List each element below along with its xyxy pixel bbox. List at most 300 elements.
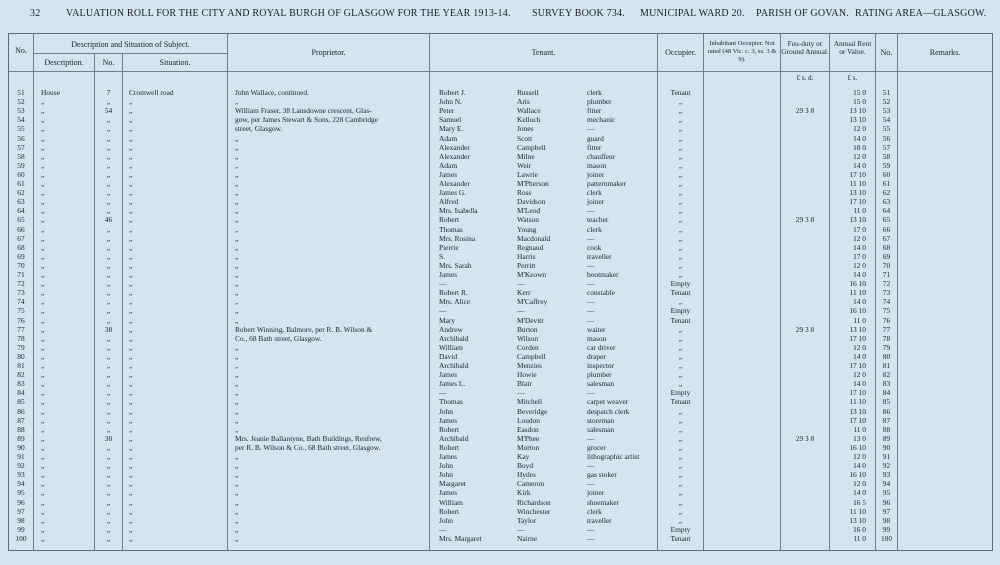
table-row bbox=[9, 516, 992, 525]
cell-num: „ bbox=[106, 479, 111, 489]
table-row bbox=[9, 179, 992, 188]
cell-occ: — bbox=[587, 524, 595, 534]
cell-no: 100 bbox=[15, 533, 27, 543]
cell-status: „ bbox=[678, 179, 683, 188]
cell-sit: „ bbox=[129, 151, 133, 161]
cell-first: Thomas bbox=[439, 224, 463, 234]
cell-num: „ bbox=[106, 461, 111, 471]
cell-no-right: 85 bbox=[882, 397, 891, 407]
cell-num: „ bbox=[106, 524, 111, 534]
cell-prop: „ bbox=[235, 388, 239, 398]
cell-last: Wallace bbox=[517, 106, 541, 116]
parish: PARISH OF GOVAN. bbox=[756, 8, 849, 19]
cell-occ: — bbox=[587, 533, 595, 543]
table-row bbox=[9, 288, 992, 297]
cell-rent: 11 10 bbox=[849, 397, 866, 407]
cell-status: „ bbox=[678, 297, 683, 307]
cell-no-right: 60 bbox=[882, 169, 891, 179]
cell-no: 55 bbox=[17, 124, 25, 134]
cell-status: „ bbox=[678, 324, 683, 334]
cell-prop: „ bbox=[235, 370, 239, 380]
col-tenant: Tenant. bbox=[531, 48, 556, 57]
cell-desc: „ bbox=[41, 361, 45, 370]
cell-no: 86 bbox=[17, 406, 25, 416]
cell-prop: „ bbox=[235, 515, 239, 525]
cell-no: 74 bbox=[17, 297, 25, 307]
cell-first: Robert R. bbox=[439, 288, 468, 298]
cell-no-right: 61 bbox=[882, 179, 891, 188]
cell-occ: traveller bbox=[587, 515, 612, 525]
cell-no: 61 bbox=[17, 179, 25, 188]
cell-desc: „ bbox=[41, 242, 45, 252]
cell-prop: „ bbox=[235, 379, 239, 389]
cell-status: „ bbox=[678, 488, 683, 498]
cell-rent: 13 10 bbox=[849, 188, 866, 198]
col-situation: Situation. bbox=[159, 58, 191, 67]
cell-prop: „ bbox=[235, 479, 239, 489]
cell-no: 76 bbox=[17, 315, 25, 325]
cell-last: Regnaud bbox=[517, 242, 544, 252]
cell-sit: „ bbox=[129, 415, 133, 425]
cell-first: William bbox=[439, 342, 463, 352]
cell-no: 72 bbox=[17, 279, 25, 289]
cell-rent: 12 0 bbox=[853, 260, 866, 270]
cell-no: 83 bbox=[17, 379, 25, 389]
cell-status: „ bbox=[678, 470, 683, 480]
cell-occ: constable bbox=[587, 288, 615, 298]
cell-last: Kirk bbox=[517, 488, 531, 498]
cell-no: 77 bbox=[17, 324, 25, 334]
cell-no-right: 59 bbox=[882, 160, 891, 170]
table-row bbox=[9, 416, 992, 425]
cell-desc: „ bbox=[41, 406, 45, 416]
cell-occ: — bbox=[587, 279, 595, 289]
cell-sit: „ bbox=[129, 452, 133, 461]
cell-status: „ bbox=[678, 515, 683, 525]
cell-no: 63 bbox=[17, 197, 25, 207]
cell-occ: traveller bbox=[587, 251, 612, 261]
cell-occ: draper bbox=[587, 351, 606, 361]
cell-desc: „ bbox=[41, 370, 45, 380]
cell-prop: John Wallace, continued. bbox=[235, 88, 309, 97]
cell-prop: „ bbox=[235, 142, 239, 152]
cell-sit: „ bbox=[129, 97, 133, 107]
table-row bbox=[9, 443, 992, 452]
valuation-table bbox=[8, 33, 993, 551]
table-row bbox=[9, 306, 992, 315]
cell-no-right: 68 bbox=[882, 242, 891, 252]
cell-first: Thomas bbox=[439, 397, 463, 407]
cell-num: „ bbox=[106, 197, 111, 207]
cell-rent: 18 0 bbox=[853, 142, 866, 152]
cell-first: Archibald bbox=[439, 361, 469, 370]
cell-no: 78 bbox=[17, 333, 25, 343]
cell-prop: „ bbox=[235, 206, 239, 216]
cell-last: Kelloch bbox=[517, 115, 541, 125]
table-row bbox=[9, 124, 992, 133]
cell-first: Robert bbox=[439, 215, 460, 225]
cell-no-right: 79 bbox=[882, 342, 891, 352]
cell-no-right: 77 bbox=[882, 324, 891, 334]
cell-sit: „ bbox=[129, 497, 133, 507]
cell-desc: „ bbox=[41, 488, 45, 498]
cell-prop: „ bbox=[235, 179, 239, 188]
cell-no: 58 bbox=[17, 151, 25, 161]
cell-rent: 17 10 bbox=[849, 169, 866, 179]
cell-first: Archibald bbox=[439, 333, 469, 343]
cell-desc: „ bbox=[41, 224, 45, 234]
cell-no: 66 bbox=[17, 224, 25, 234]
cell-rent: 16 0 bbox=[853, 524, 866, 534]
table-row bbox=[9, 134, 992, 143]
table-row bbox=[9, 106, 992, 115]
cell-first: — bbox=[439, 279, 447, 289]
table-row bbox=[9, 388, 992, 397]
cell-prop: „ bbox=[235, 270, 239, 279]
cell-prop: „ bbox=[235, 506, 239, 516]
table-row bbox=[9, 425, 992, 434]
cell-rent: 16 10 bbox=[849, 279, 866, 289]
cell-no-right: 76 bbox=[882, 315, 891, 325]
cell-rent: 11 0 bbox=[853, 424, 866, 434]
table-row bbox=[9, 115, 992, 124]
cell-desc: „ bbox=[41, 233, 45, 243]
cell-rent: 14 0 bbox=[853, 297, 866, 307]
cell-sit: „ bbox=[129, 115, 133, 125]
cell-no: 79 bbox=[17, 342, 25, 352]
cell-no-right: 84 bbox=[882, 388, 891, 398]
cell-last: Perritt bbox=[517, 260, 536, 270]
cell-no: 56 bbox=[17, 133, 25, 143]
cell-status: „ bbox=[678, 479, 683, 489]
cell-sit: „ bbox=[129, 470, 133, 480]
cell-no-right: 83 bbox=[882, 379, 891, 389]
cell-num: „ bbox=[106, 124, 111, 134]
cell-rent: 17 10 bbox=[849, 197, 866, 207]
table-row bbox=[9, 243, 992, 252]
cell-feu: 29 3 8 bbox=[795, 215, 815, 225]
cell-num: 7 bbox=[106, 88, 111, 97]
cell-prop: street, Glasgow. bbox=[235, 124, 283, 134]
cell-desc: „ bbox=[41, 479, 45, 489]
cell-status: „ bbox=[678, 260, 683, 270]
cell-sit: „ bbox=[129, 351, 133, 361]
cell-no-right: 95 bbox=[882, 488, 891, 498]
cell-no-right: 97 bbox=[882, 506, 891, 516]
cell-occ: fitter bbox=[587, 106, 602, 116]
cell-no: 85 bbox=[17, 397, 25, 407]
table-row bbox=[9, 170, 992, 179]
cell-status: „ bbox=[678, 124, 683, 134]
cell-sit: „ bbox=[129, 169, 133, 179]
cell-first: Margaret bbox=[439, 479, 466, 489]
cell-occ: teacher bbox=[587, 215, 609, 225]
cell-last: Menzies bbox=[517, 361, 543, 370]
cell-num: „ bbox=[106, 406, 111, 416]
cell-desc: „ bbox=[41, 397, 45, 407]
cell-rent: 16 10 bbox=[849, 470, 866, 480]
cell-rent: 17 10 bbox=[849, 415, 866, 425]
cell-desc: „ bbox=[41, 470, 45, 480]
col-remarks: Remarks. bbox=[929, 48, 961, 57]
cell-occ: clerk bbox=[587, 88, 602, 97]
cell-sit: „ bbox=[129, 488, 133, 498]
cell-rent: 13 10 bbox=[849, 324, 866, 334]
cell-first: John bbox=[439, 470, 453, 480]
cell-last: — bbox=[517, 524, 525, 534]
cell-desc: „ bbox=[41, 533, 45, 543]
cell-no: 69 bbox=[17, 251, 25, 261]
cell-last: — bbox=[517, 306, 525, 316]
cell-prop: „ bbox=[235, 133, 239, 143]
cell-desc: „ bbox=[41, 452, 45, 461]
cell-occ: carpet weaver bbox=[587, 397, 629, 407]
cell-rent: 12 0 bbox=[853, 342, 866, 352]
cell-sit: „ bbox=[129, 533, 133, 543]
cell-status: Empty bbox=[670, 388, 691, 398]
cell-rent: 13 10 bbox=[849, 106, 866, 116]
cell-rent: 13 10 bbox=[849, 515, 866, 525]
cell-occ: clerk bbox=[587, 506, 602, 516]
cell-no-right: 58 bbox=[882, 151, 891, 161]
table-row bbox=[9, 197, 992, 206]
table-row bbox=[9, 316, 992, 325]
cell-no-right: 80 bbox=[882, 351, 891, 361]
cell-first: James bbox=[439, 452, 458, 461]
cell-occ: mechanic bbox=[587, 115, 616, 125]
cell-sit: „ bbox=[129, 288, 133, 298]
cell-desc: „ bbox=[41, 260, 45, 270]
table-row bbox=[9, 434, 992, 443]
cell-prop: „ bbox=[235, 533, 239, 543]
cell-num: „ bbox=[106, 188, 111, 198]
cell-status: „ bbox=[678, 188, 683, 198]
cell-rent: 13 10 bbox=[849, 406, 866, 416]
cell-no: 94 bbox=[17, 479, 25, 489]
cell-desc: „ bbox=[41, 424, 45, 434]
cell-status: „ bbox=[678, 133, 683, 143]
cell-num: „ bbox=[106, 388, 111, 398]
cell-num: „ bbox=[106, 452, 111, 461]
cell-occ: bootmaker bbox=[587, 270, 619, 279]
col-occupier: Occupier. bbox=[665, 48, 696, 57]
cell-no: 70 bbox=[17, 260, 25, 270]
cell-last: Jones bbox=[517, 124, 534, 134]
cell-desc: „ bbox=[41, 151, 45, 161]
cell-status: „ bbox=[678, 142, 683, 152]
cell-first: Pierrie bbox=[439, 242, 459, 252]
cell-no-right: 64 bbox=[882, 206, 891, 216]
cell-first: Mrs. Isabella bbox=[439, 206, 478, 216]
cell-last: Kerr bbox=[517, 288, 531, 298]
cell-no-right: 89 bbox=[882, 433, 891, 443]
cell-sit: „ bbox=[129, 297, 133, 307]
cell-no: 99 bbox=[17, 524, 25, 534]
cell-num: „ bbox=[106, 224, 111, 234]
cell-last: M'Pherson bbox=[517, 179, 549, 188]
cell-last: Young bbox=[517, 224, 537, 234]
cell-desc: „ bbox=[41, 497, 45, 507]
cell-no-right: 55 bbox=[882, 124, 891, 134]
cell-status: Empty bbox=[670, 306, 691, 316]
cell-rent: 15 0 bbox=[853, 97, 866, 107]
cell-sit: „ bbox=[129, 442, 133, 452]
cell-desc: „ bbox=[41, 442, 45, 452]
cell-occ: gas stoker bbox=[587, 470, 617, 480]
cell-occ: — bbox=[587, 260, 595, 270]
cell-sit: Cromwell road bbox=[129, 88, 174, 97]
cell-occ: lithographic artist bbox=[587, 452, 640, 461]
cell-status: „ bbox=[678, 406, 683, 416]
cell-occ: mason bbox=[587, 333, 607, 343]
cell-last: Campbell bbox=[517, 351, 546, 361]
cell-sit: „ bbox=[129, 461, 133, 471]
cell-rent: 14 0 bbox=[853, 160, 866, 170]
cell-status: „ bbox=[678, 452, 683, 461]
cell-no-right: 56 bbox=[882, 133, 891, 143]
cell-first: Robert J. bbox=[439, 88, 466, 97]
cell-status: „ bbox=[678, 370, 683, 380]
table-row bbox=[9, 152, 992, 161]
table-row bbox=[9, 334, 992, 343]
table-row bbox=[9, 325, 992, 334]
cell-sit: „ bbox=[129, 342, 133, 352]
table-row bbox=[9, 188, 992, 197]
cell-sit: „ bbox=[129, 506, 133, 516]
cell-num: „ bbox=[106, 169, 111, 179]
cell-prop: „ bbox=[235, 215, 239, 225]
cell-no-right: 92 bbox=[882, 461, 891, 471]
cell-first: Alexander bbox=[439, 151, 470, 161]
cell-desc: „ bbox=[41, 388, 45, 398]
cell-no-right: 91 bbox=[882, 452, 891, 461]
rating-area: RATING AREA—GLASGOW. bbox=[855, 8, 987, 19]
table-row bbox=[9, 488, 992, 497]
cell-sit: „ bbox=[129, 260, 133, 270]
table-row bbox=[9, 534, 992, 543]
cell-desc: „ bbox=[41, 351, 45, 361]
cell-status: Tenant bbox=[670, 533, 691, 543]
cell-last: Watson bbox=[517, 215, 539, 225]
cell-status: „ bbox=[678, 342, 683, 352]
cell-last: Burton bbox=[517, 324, 538, 334]
cell-num: „ bbox=[106, 315, 111, 325]
cell-prop: „ bbox=[235, 160, 239, 170]
cell-sit: „ bbox=[129, 270, 133, 279]
cell-desc: „ bbox=[41, 197, 45, 207]
feu-units: £ s. d. bbox=[796, 74, 814, 82]
cell-last: Mitchell bbox=[517, 397, 543, 407]
cell-no: 90 bbox=[17, 442, 25, 452]
cell-occ: — bbox=[587, 206, 595, 216]
cell-desc: „ bbox=[41, 315, 45, 325]
cell-sit: „ bbox=[129, 370, 133, 380]
cell-last: Russell bbox=[517, 88, 539, 97]
cell-last: Howie bbox=[517, 370, 537, 380]
col-description: Description. bbox=[44, 58, 84, 67]
cell-no: 73 bbox=[17, 288, 25, 298]
cell-no: 88 bbox=[17, 424, 25, 434]
cell-first: Robert bbox=[439, 506, 460, 516]
table-row bbox=[9, 352, 992, 361]
cell-last: Easdon bbox=[517, 424, 539, 434]
cell-last: Weir bbox=[517, 160, 532, 170]
cell-no: 71 bbox=[17, 270, 25, 279]
table-row bbox=[9, 498, 992, 507]
cell-no: 52 bbox=[17, 97, 25, 107]
cell-last: Winchester bbox=[517, 506, 551, 516]
cell-sit: „ bbox=[129, 361, 133, 370]
cell-occ: patternmaker bbox=[587, 179, 626, 188]
cell-status: „ bbox=[678, 351, 683, 361]
cell-status: „ bbox=[678, 461, 683, 471]
cell-no: 62 bbox=[17, 188, 25, 198]
cell-num: „ bbox=[106, 97, 111, 107]
cell-sit: „ bbox=[129, 106, 133, 116]
table-row bbox=[9, 470, 992, 479]
cell-no-right: 72 bbox=[882, 279, 891, 289]
cell-status: „ bbox=[678, 497, 683, 507]
cell-no: 75 bbox=[17, 306, 25, 316]
cell-no: 65 bbox=[17, 215, 25, 225]
cell-rent: 14 0 bbox=[853, 461, 866, 471]
cell-last: M'Leod bbox=[517, 206, 541, 216]
cell-last: M'Keown bbox=[517, 270, 547, 279]
table-row bbox=[9, 261, 992, 270]
cell-desc: „ bbox=[41, 461, 45, 471]
cell-first: Mrs. Margaret bbox=[439, 533, 482, 543]
cell-sit: „ bbox=[129, 224, 133, 234]
cell-sit: „ bbox=[129, 206, 133, 216]
cell-sit: „ bbox=[129, 424, 133, 434]
cell-num: 30 bbox=[104, 433, 113, 443]
cell-num: „ bbox=[106, 506, 111, 516]
cell-rent: 12 0 bbox=[853, 452, 866, 461]
cell-desc: „ bbox=[41, 415, 45, 425]
cell-rent: 14 0 bbox=[853, 242, 866, 252]
cell-status: „ bbox=[678, 361, 683, 370]
cell-no-right: 69 bbox=[882, 251, 891, 261]
cell-num: „ bbox=[106, 497, 111, 507]
cell-prop: „ bbox=[235, 233, 239, 243]
cell-prop: „ bbox=[235, 361, 239, 370]
table-row bbox=[9, 407, 992, 416]
cell-desc: „ bbox=[41, 433, 45, 443]
cell-rent: 13 10 bbox=[849, 115, 866, 125]
cell-first: Robert bbox=[439, 424, 460, 434]
cell-num: „ bbox=[106, 333, 111, 343]
cell-num: „ bbox=[106, 115, 111, 125]
cell-last: Cameron bbox=[517, 479, 545, 489]
cell-prop: „ bbox=[235, 452, 239, 461]
cell-status: „ bbox=[678, 224, 683, 234]
cell-no: 95 bbox=[17, 488, 25, 498]
cell-occ: — bbox=[587, 433, 595, 443]
cell-desc: „ bbox=[41, 179, 45, 188]
cell-prop: Mrs. Jeanie Ballantyne, Bath Buildings, Renfrew, bbox=[235, 433, 382, 443]
cell-first: Alexander bbox=[439, 179, 470, 188]
cell-no: 54 bbox=[17, 115, 25, 125]
cell-first: Peter bbox=[439, 106, 455, 116]
cell-occ: — bbox=[587, 461, 595, 471]
cell-desc: „ bbox=[41, 270, 45, 279]
cell-first: William bbox=[439, 497, 463, 507]
cell-rent: 13 0 bbox=[853, 433, 866, 443]
cell-num: „ bbox=[106, 533, 111, 543]
cell-first: Mary E. bbox=[439, 124, 464, 134]
cell-first: David bbox=[439, 351, 458, 361]
cell-occ: — bbox=[587, 297, 595, 307]
